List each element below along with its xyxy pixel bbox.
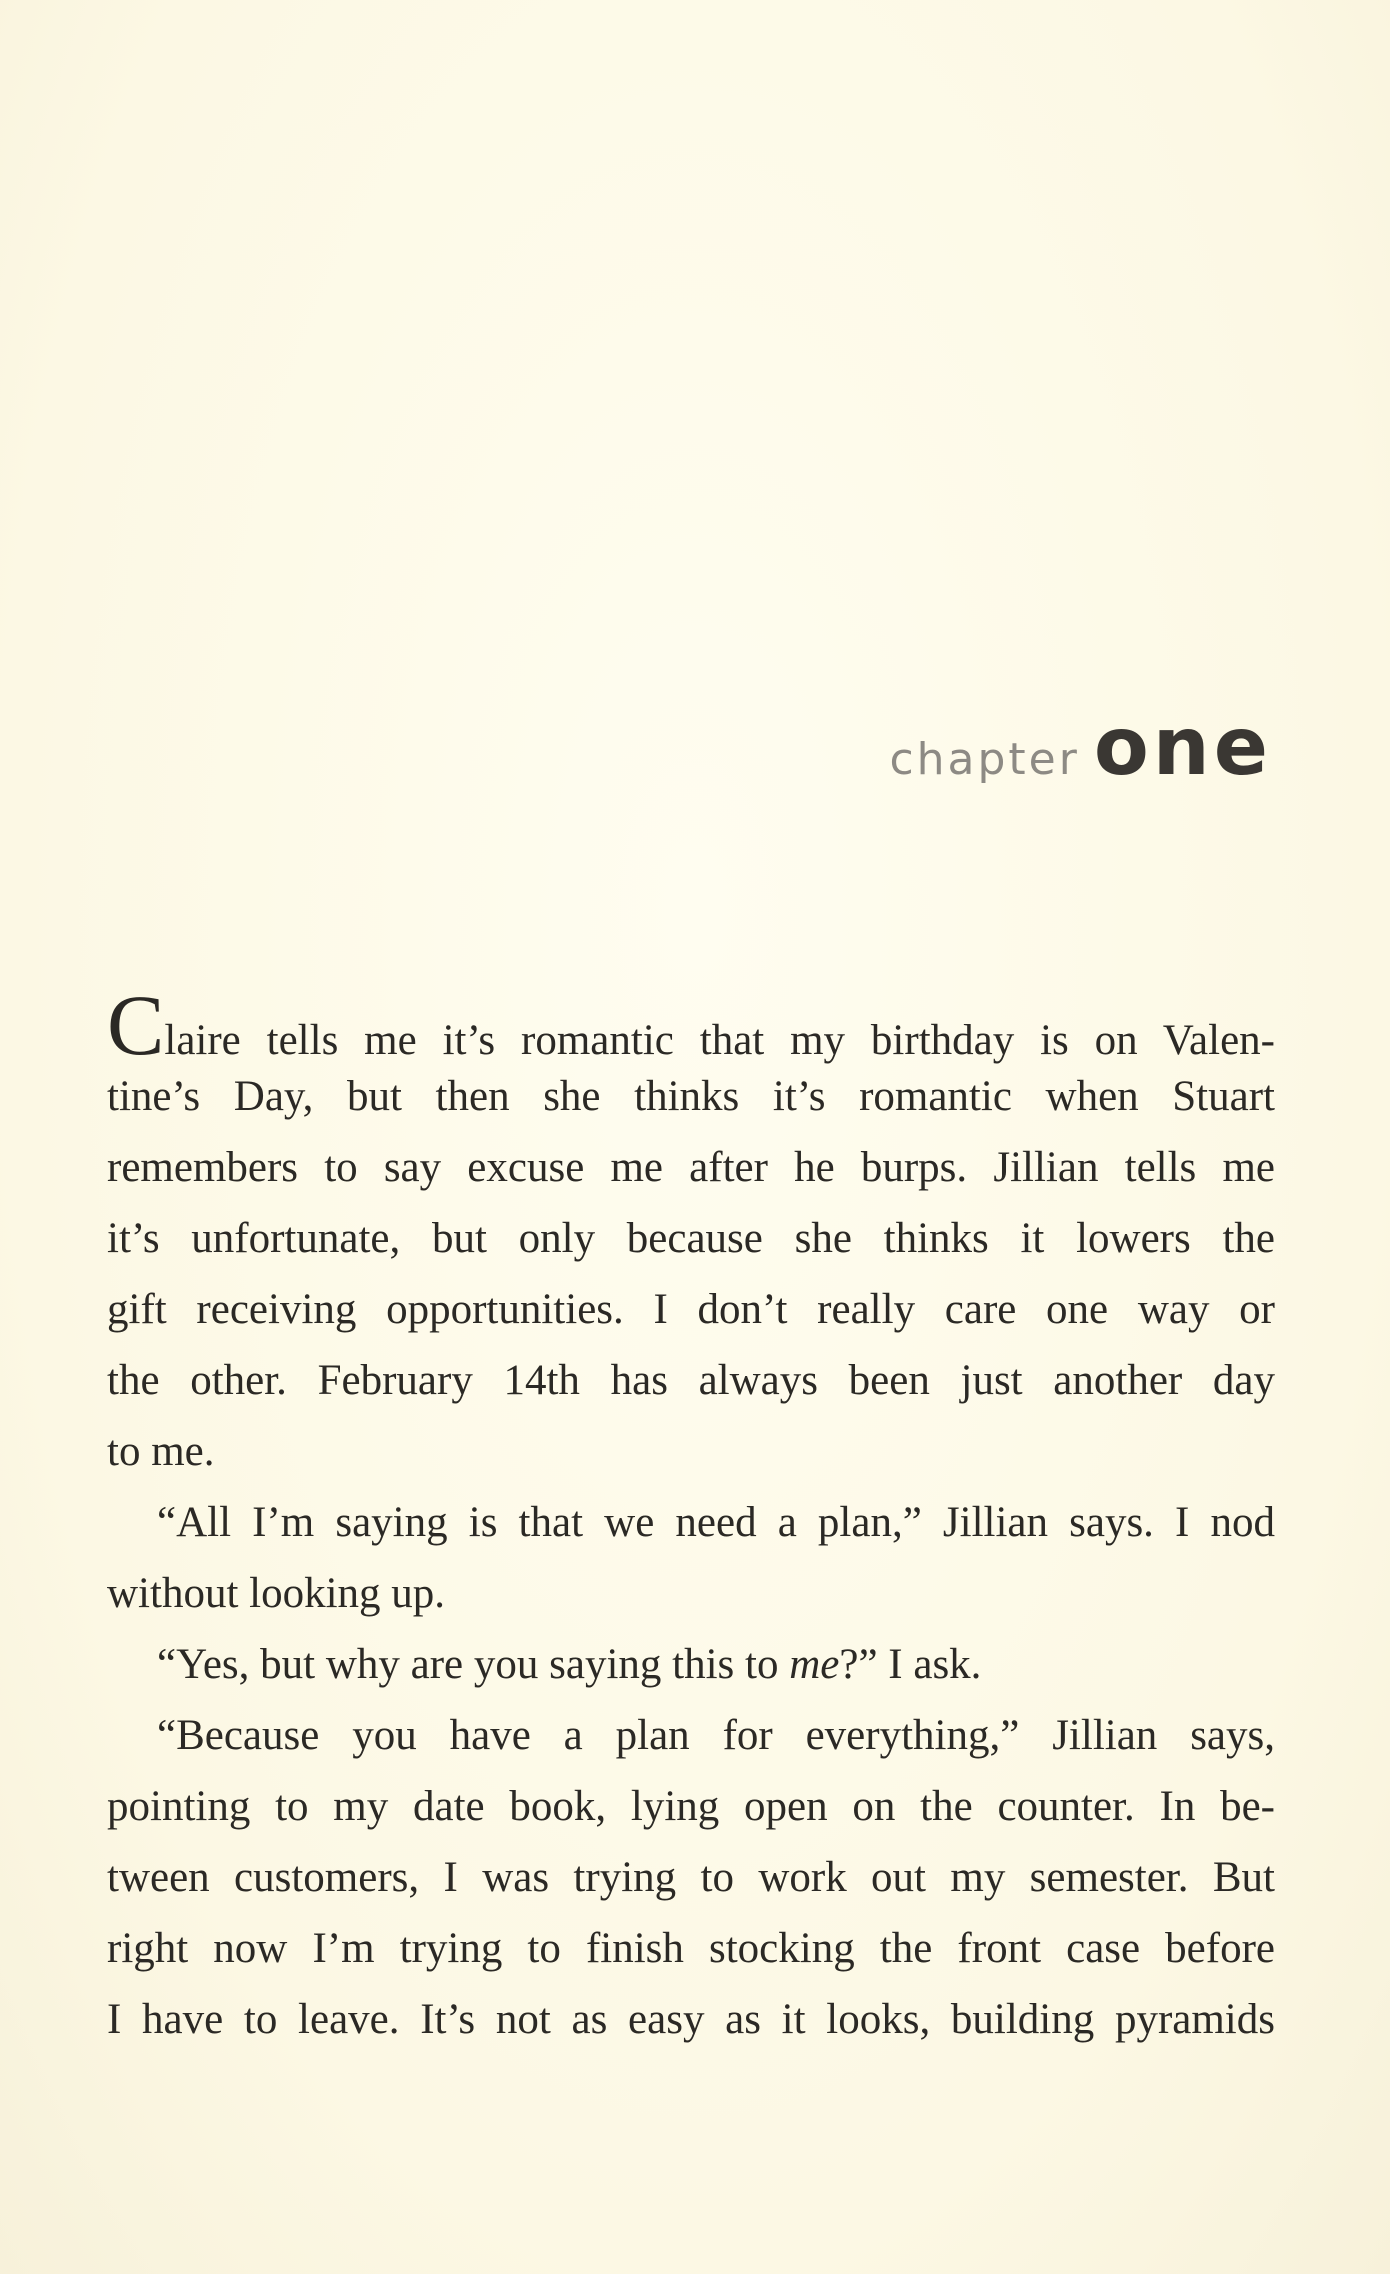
chapter-heading (889, 700, 1272, 793)
text-line: gift receiving opportunities. I don’t really care one way or (107, 1286, 1275, 1333)
emphasis: me (789, 1641, 840, 1688)
text-line: I have to leave. It’s not as easy as it looks, building pyramids (107, 1996, 1275, 2043)
text-line: tine’s Day, but then she thinks it’s romantic when Stuart (107, 1073, 1275, 1120)
text-line: remembers to say excuse me after he burps. Jillian tells me (107, 1144, 1275, 1191)
text-line: to me. (107, 1428, 215, 1475)
text-line: right now I’m trying to finish stocking the front case before (107, 1925, 1275, 1972)
chapter-number: one (1093, 700, 1272, 793)
text-line: “All I’m saying is that we need a plan,” Jillian says. I nod (157, 1499, 1275, 1546)
text-line: the other. February 14th has always been just another day (107, 1357, 1275, 1404)
text-line: tween customers, I was trying to work out my semester. But (107, 1854, 1275, 1901)
text-line: without looking up. (107, 1570, 446, 1617)
text-line: it’s unfortunate, but only because she thinks it lowers the (107, 1215, 1275, 1262)
text-line: pointing to my date book, lying open on the counter. In be- (107, 1783, 1275, 1830)
chapter-word: chapter (889, 734, 1080, 785)
text-line: Claire tells me it’s romantic that my birthday is on Valen- (107, 977, 1275, 1073)
drop-cap: C (107, 977, 165, 1073)
text-line: “Yes, but why are you saying this to me?” I ask. (157, 1641, 982, 1688)
chapter-body-text (107, 977, 1275, 2055)
text-line: “Because you have a plan for everything,” Jillian says, (157, 1712, 1275, 1759)
